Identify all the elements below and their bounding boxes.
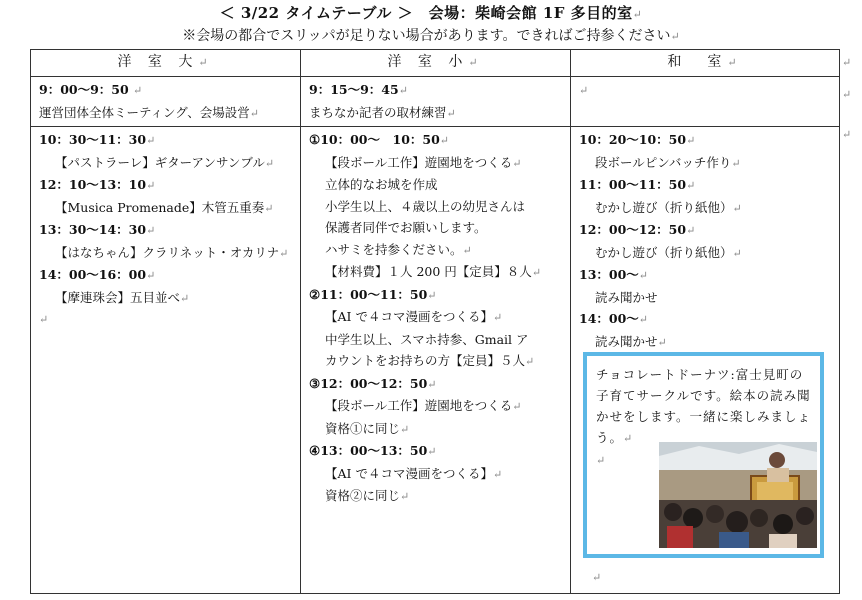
- event-line: ハサミを持参ください。↵: [325, 241, 472, 257]
- cell-large-program: 10：30〜11：30↵ 【パストラーレ】ギターアンサンブル↵ 12：10〜13：10↵ 【Musica Promenade】木管五重奏↵ 13：30〜14：30↵ 【はなちゃん】クラリネット・オカリナ↵ 14：00〜16：00↵ 【摩連珠会】五目並べ↵ ↵: [31, 127, 301, 594]
- event-desc: 【摩連珠会】五目並べ↵: [55, 289, 190, 305]
- time-label: 11：00〜11：50↵: [579, 177, 696, 192]
- page-subtitle: ※会場の都合でスリッパが足りない場合があります。できればご持参ください↵: [182, 28, 680, 44]
- event-desc: 運営団体全体ミーティング、会場設営↵: [39, 104, 259, 120]
- time-label: 10：30〜11：30↵: [39, 132, 156, 147]
- time-label: 14：00〜16：00↵: [39, 267, 156, 282]
- event-desc: 読み聞かせ: [595, 289, 658, 305]
- event-line: 小学生以上、４歳以上の幼児さんは: [325, 198, 526, 214]
- promo-text: チョコレートドーナツ:富士見町の子育てサークルです。絵本の読み聞かせをします。一緒に楽しみましょう。↵ ↵: [596, 367, 812, 467]
- event-desc: 【Musica Promenade】木管五重奏↵: [55, 199, 274, 215]
- row-end-mark: ↵: [842, 128, 852, 141]
- event-desc: むかし遊び（折り紙他）↵: [595, 199, 742, 215]
- event-line: 【段ボール工作】遊園地をつくる↵: [325, 154, 522, 170]
- time-label: 13：30〜14：30↵: [39, 222, 156, 237]
- storytelling-photo: [659, 442, 817, 548]
- time-label: 14：00〜↵: [579, 311, 649, 326]
- time-label: 12：00〜12：50↵: [579, 222, 696, 237]
- event-desc: まちなか記者の取材練習↵: [309, 104, 456, 120]
- event-line: カウントをお持ちの方【定員】５人↵: [325, 353, 535, 368]
- morning-row: [31, 77, 840, 127]
- event-line: 中学生以上、スマホ持参、Gmail ア: [325, 331, 529, 347]
- event-line: 資格①に同じ↵: [325, 420, 410, 436]
- time-label: 13：00〜↵: [579, 267, 649, 282]
- event-desc: 段ボールピンバッチ作り↵: [595, 154, 741, 170]
- cell-japanese-setup: ↵: [571, 77, 840, 127]
- time-label: ④13：00〜13：50↵: [309, 443, 437, 458]
- column-header-japanese-room: 和 室↵: [571, 50, 840, 77]
- event-line: 【AI で４コマ漫画をつくる】↵: [325, 309, 503, 324]
- cell-small-setup: [301, 77, 571, 127]
- page-title: ＜ 3/22 タイムテーブル ＞ 会場：柴崎会館 1F 多目的室↵: [219, 4, 643, 22]
- cell-small-program: [301, 127, 571, 594]
- cell-large-setup: [31, 77, 301, 127]
- event-line: 資格②に同じ↵: [325, 488, 410, 503]
- column-header-large-room: 洋 室 大↵: [31, 50, 301, 77]
- event-desc: むかし遊び（折り紙他）↵: [595, 244, 742, 260]
- time-label: ①10：00〜 10：50↵: [309, 132, 450, 147]
- event-desc: 【パストラーレ】ギターアンサンブル↵: [55, 154, 275, 170]
- row-end-mark: ↵: [842, 56, 852, 69]
- column-header-small-room: 洋 室 小↵: [301, 50, 571, 77]
- event-desc: 【はなちゃん】クラリネット・オカリナ↵: [55, 244, 289, 260]
- time-label: ②11：00〜11：50↵: [309, 286, 437, 302]
- event-line: 【材料費】１人 200 円【定員】８人↵: [325, 264, 542, 279]
- event-desc: 読み聞かせ↵: [595, 333, 667, 349]
- time-label: 12：10〜13：10↵: [39, 177, 156, 192]
- event-line: 立体的なお城を作成: [325, 177, 438, 192]
- paragraph-mark: ↵: [592, 571, 602, 584]
- event-line: 【段ボール工作】遊園地をつくる↵: [325, 398, 522, 413]
- event-line: 保護者同伴でお願いします。: [325, 220, 487, 235]
- header-row: [31, 50, 840, 77]
- time-label: 9：15〜9：45↵: [309, 82, 408, 97]
- time-label: 10：20〜10：50↵: [579, 132, 696, 147]
- time-label: ③12：00〜12：50↵: [309, 375, 437, 391]
- event-line: 【AI で４コマ漫画をつくる】↵: [325, 465, 503, 481]
- row-end-mark: ↵: [842, 88, 852, 101]
- time-label: 9：00〜9：50 ↵: [39, 82, 143, 97]
- promo-box: [583, 352, 824, 558]
